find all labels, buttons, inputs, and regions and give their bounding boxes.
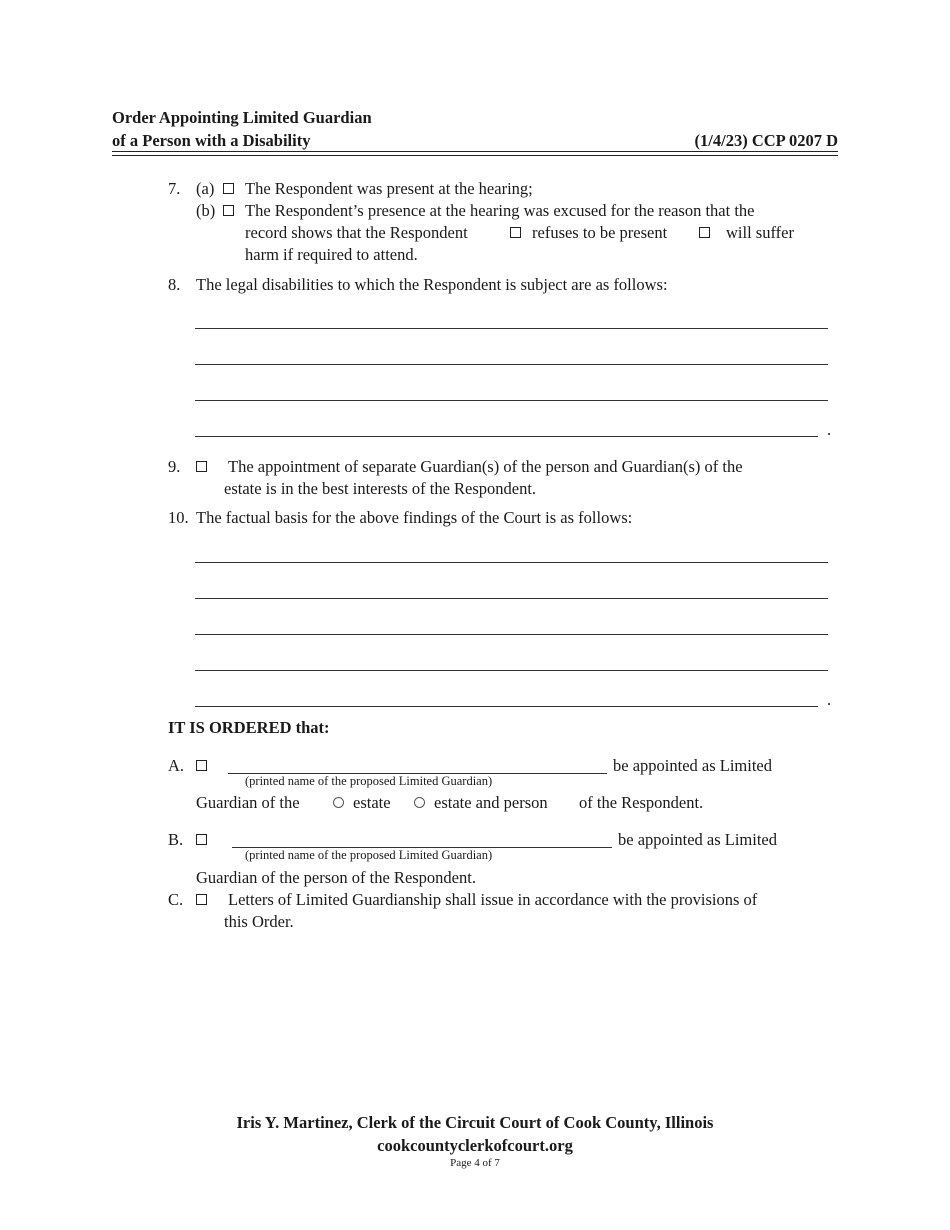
order-c-checkbox[interactable] bbox=[196, 894, 207, 905]
form-title-line1: Order Appointing Limited Guardian bbox=[112, 108, 372, 127]
item-10-text: The factual basis for the above findings of the Court is as follows: bbox=[196, 508, 633, 527]
factual-basis-line-5[interactable] bbox=[195, 706, 818, 707]
order-a-label: A. bbox=[168, 756, 185, 775]
header-rule-top bbox=[112, 151, 838, 152]
item-8-number: 8. bbox=[168, 275, 181, 294]
item-7b-checkbox[interactable] bbox=[223, 205, 234, 216]
header-rule-bottom bbox=[112, 155, 838, 156]
footer-clerk: Iris Y. Martinez, Clerk of the Circuit Court of Cook County, Illinois bbox=[236, 1113, 714, 1132]
harm-checkbox[interactable] bbox=[699, 227, 710, 238]
item-7b-text-line2: record shows that the Respondent bbox=[245, 223, 468, 242]
factual-basis-line-3[interactable] bbox=[195, 634, 828, 635]
order-b-line2: Guardian of the person of the Respondent. bbox=[196, 868, 476, 887]
refuses-label: refuses to be present bbox=[532, 223, 668, 242]
item-7b-text-line1: The Respondent’s presence at the hearing was excused for the reason that the bbox=[245, 201, 755, 220]
factual-basis-line-1[interactable] bbox=[195, 562, 828, 563]
factual-basis-line-2[interactable] bbox=[195, 598, 828, 599]
item-9-number: 9. bbox=[168, 457, 181, 476]
order-b-checkbox[interactable] bbox=[196, 834, 207, 845]
order-b-suffix: be appointed as Limited bbox=[618, 830, 777, 849]
disabilities-line-3[interactable] bbox=[195, 400, 828, 401]
disabilities-line-2[interactable] bbox=[195, 364, 828, 365]
page-number: Page 4 of 7 bbox=[450, 1157, 500, 1169]
disabilities-line-4[interactable] bbox=[195, 436, 818, 437]
disabilities-line-1[interactable] bbox=[195, 328, 828, 329]
item-7b-text-line3: harm if required to attend. bbox=[245, 245, 418, 264]
ordered-heading: IT IS ORDERED that: bbox=[168, 718, 330, 737]
refuses-checkbox[interactable] bbox=[510, 227, 521, 238]
order-b-caption: (printed name of the proposed Limited Guardian) bbox=[245, 848, 493, 862]
estate-radio-label: estate bbox=[353, 793, 391, 812]
footer-website: cookcountyclerkofcourt.org bbox=[377, 1136, 573, 1155]
item-7a-checkbox[interactable] bbox=[223, 183, 234, 194]
item-7b-label: (b) bbox=[196, 201, 216, 220]
order-b-label: B. bbox=[168, 830, 184, 849]
order-a-suffix: be appointed as Limited bbox=[613, 756, 772, 775]
order-a-caption: (printed name of the proposed Limited Guardian) bbox=[245, 774, 493, 788]
estate-radio[interactable] bbox=[333, 797, 344, 808]
order-a-line2-prefix: Guardian of the bbox=[196, 793, 300, 812]
estate-and-person-radio[interactable] bbox=[414, 797, 425, 808]
factual-basis-line-4[interactable] bbox=[195, 670, 828, 671]
item-7-number: 7. bbox=[168, 179, 181, 198]
form-code: (1/4/23) CCP 0207 D bbox=[694, 131, 838, 150]
item-10-number: 10. bbox=[168, 508, 189, 527]
item-7a-text: The Respondent was present at the hearing; bbox=[245, 179, 533, 198]
form-title-line2: of a Person with a Disability bbox=[112, 131, 311, 150]
order-c-text-line2: this Order. bbox=[224, 912, 294, 931]
item-10-end-mark: . bbox=[827, 690, 832, 709]
item-9-text-line2: estate is in the best interests of the Respondent. bbox=[224, 479, 537, 498]
estate-and-person-radio-label: estate and person bbox=[434, 793, 548, 812]
item-8-end-mark: . bbox=[827, 420, 832, 439]
order-a-line2-suffix: of the Respondent. bbox=[579, 793, 704, 812]
order-a-checkbox[interactable] bbox=[196, 760, 207, 771]
order-c-text-line1: Letters of Limited Guardianship shall issue in accordance with the provisions of bbox=[228, 890, 758, 909]
item-9-text-line1: The appointment of separate Guardian(s) of the person and Guardian(s) of the bbox=[228, 457, 743, 476]
item-7a-label: (a) bbox=[196, 179, 215, 198]
item-9-checkbox[interactable] bbox=[196, 461, 207, 472]
item-8-text: The legal disabilities to which the Respondent is subject are as follows: bbox=[196, 275, 668, 294]
order-c-label: C. bbox=[168, 890, 184, 909]
harm-label: will suffer bbox=[726, 223, 794, 242]
